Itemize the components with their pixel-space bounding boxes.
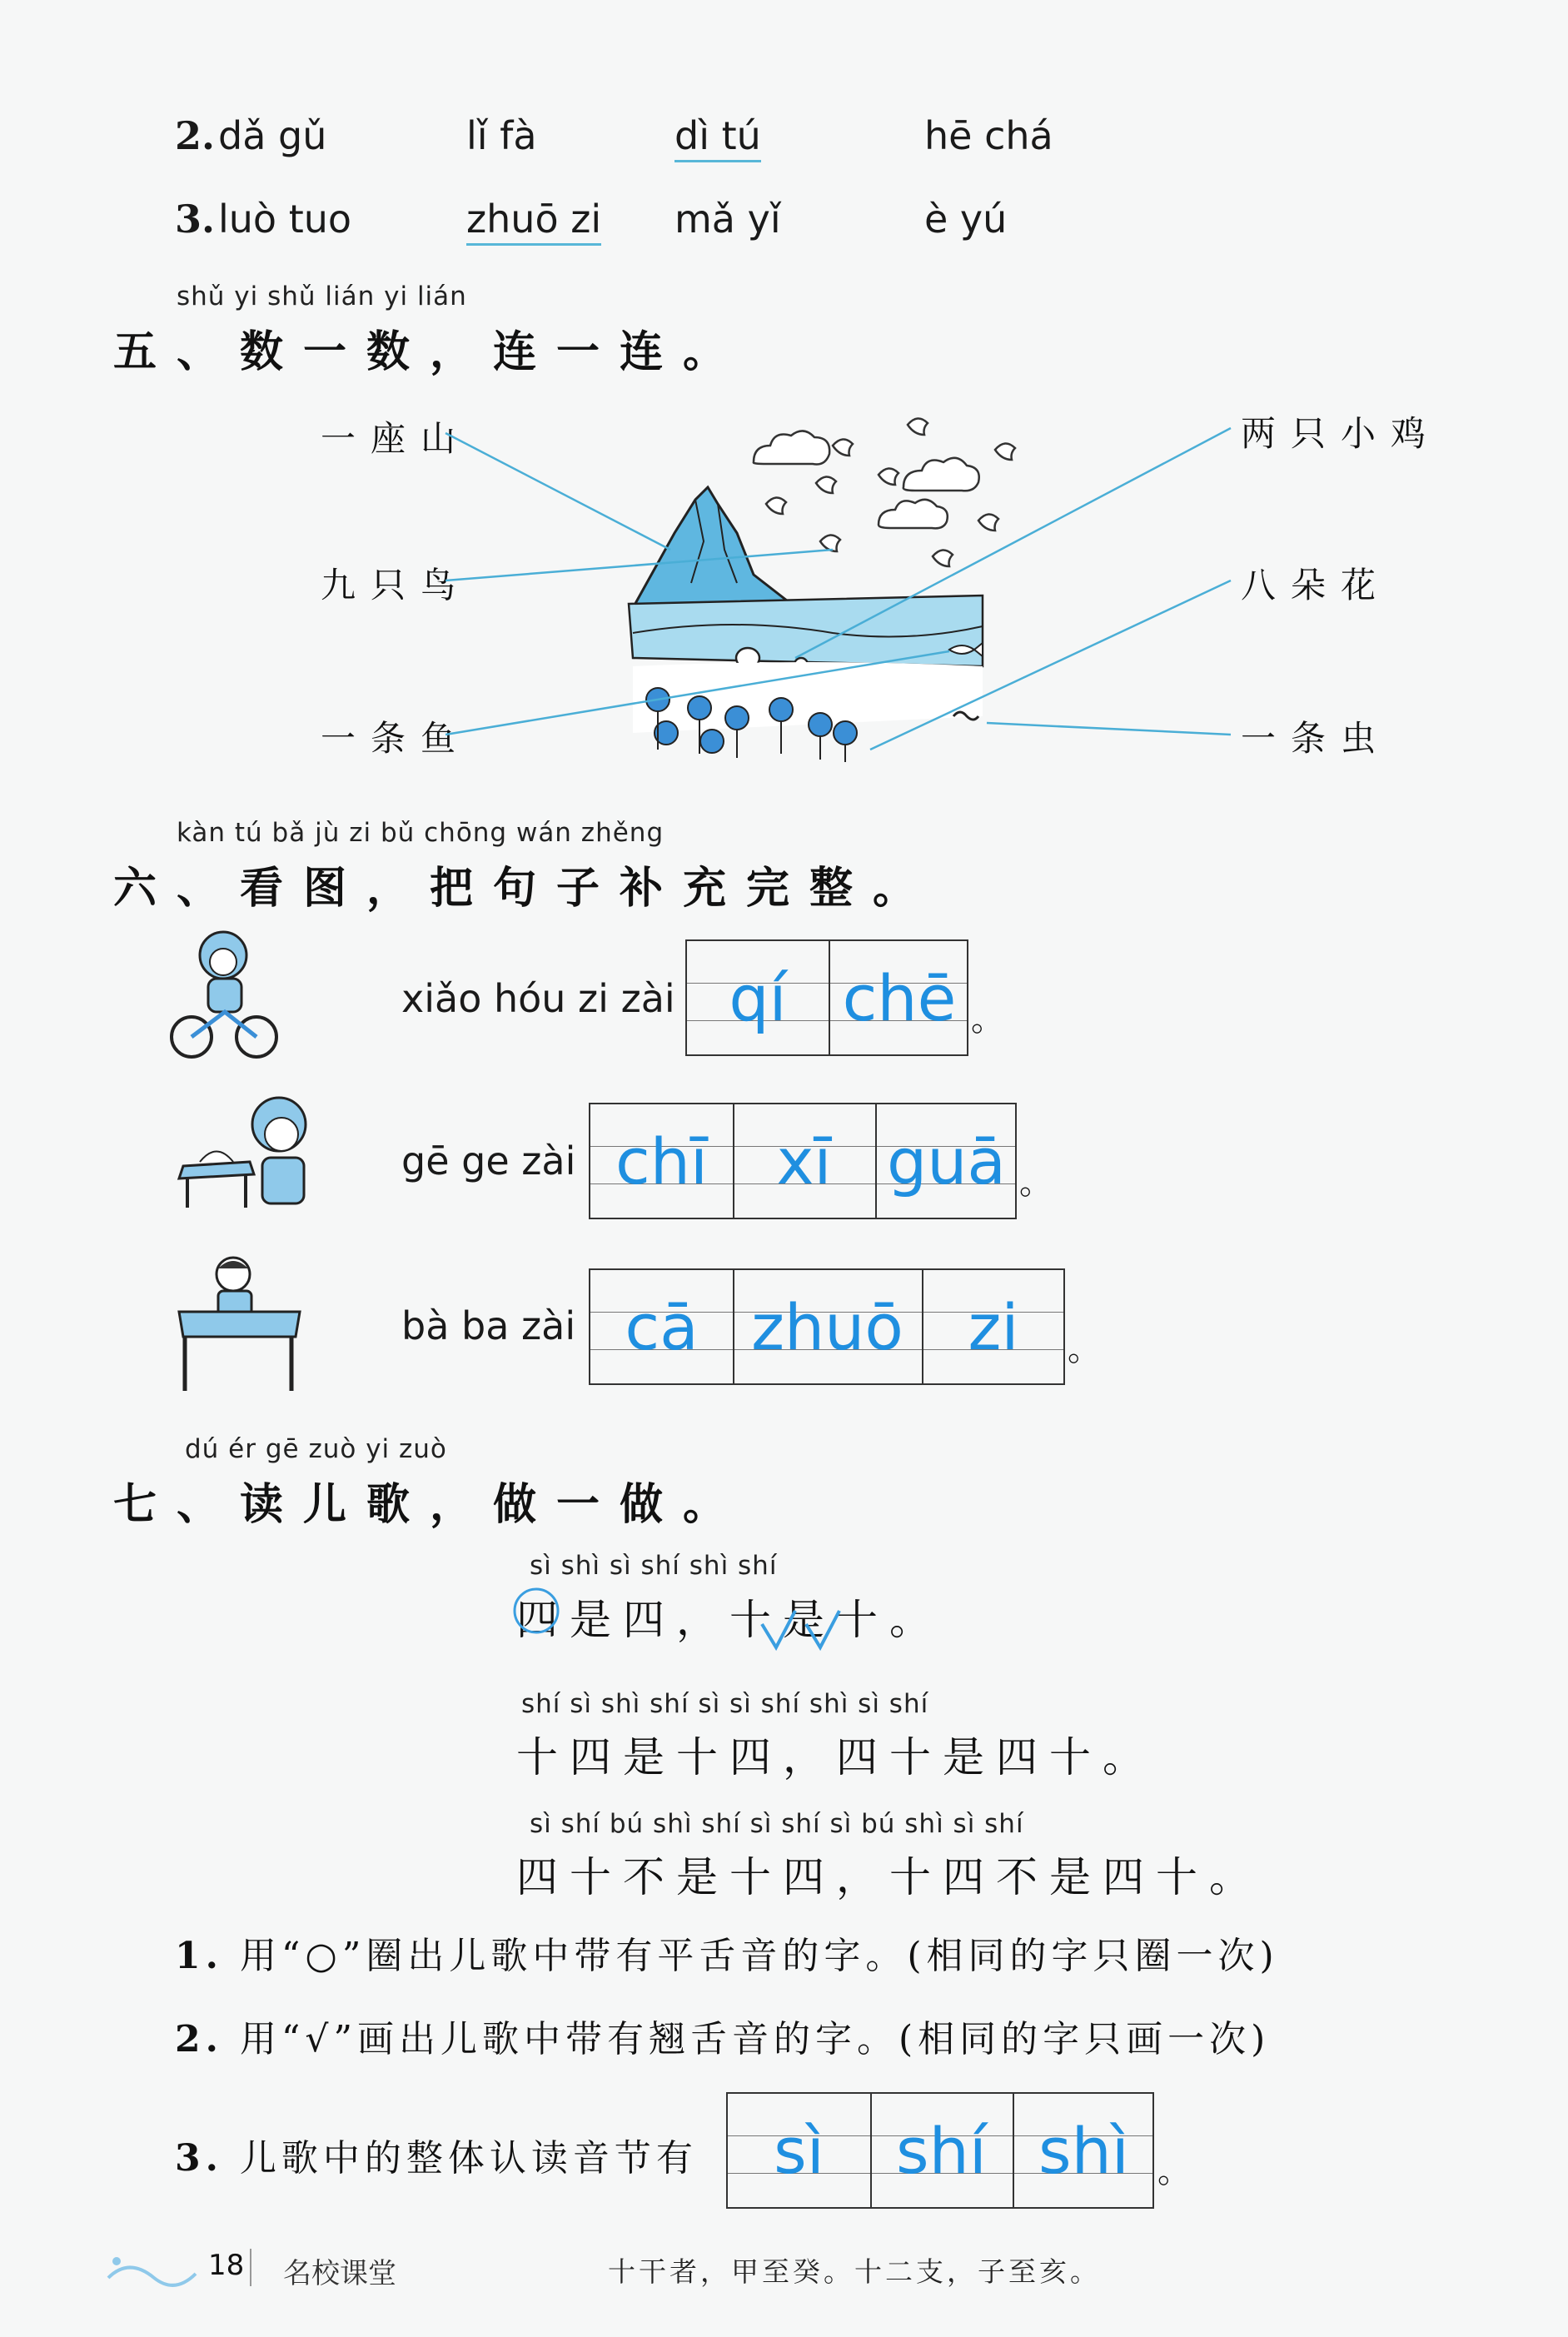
question-2: 2. 用“√”画出儿歌中带有翘舌音的字。(相同的字只画一次)	[175, 2018, 1271, 2060]
poem-line2-text: 十四是十四，四十是四十。	[516, 1733, 1156, 1781]
section5-pinyin: shǔ yi shǔ lián yi lián	[177, 282, 467, 311]
poem-line3-text: 四十不是十四，十四不是四十。	[516, 1853, 1262, 1901]
circle-mark-icon	[515, 1589, 558, 1632]
row3-item-1: luò tuo	[218, 197, 352, 242]
footer-divider	[250, 2249, 251, 2286]
poem-line1-pinyin: sì shì sì shí shì shí	[530, 1551, 778, 1581]
s6-row1-period: 。	[971, 1000, 1004, 1039]
brother-eating-illustration	[175, 1091, 325, 1216]
row2-item-1: dǎ gǔ	[218, 113, 327, 158]
cloud-icon	[754, 431, 979, 528]
label-nine-birds: 九只鸟	[321, 565, 471, 605]
check-mark-icon	[762, 1611, 795, 1647]
father-wiping-table-illustration	[175, 1253, 308, 1395]
page-number: 18	[208, 2249, 245, 2282]
monkey-bike-illustration	[167, 929, 283, 1062]
row3-item-2: zhuō zi	[466, 197, 601, 246]
q3-answer-grid	[726, 2092, 1154, 2209]
question-3: 3. 儿歌中的整体认读音节有	[175, 2137, 698, 2180]
footer-quote: 十干者，甲至癸。十二支，子至亥。	[608, 2255, 1101, 2288]
s6-row1-answer-2: chē	[842, 960, 957, 1035]
label-one-mountain: 一座山	[321, 418, 471, 459]
footer-series: 名校课堂	[283, 2257, 396, 2290]
s6-row1-prompt: xiǎo hóu zi zài	[401, 976, 675, 1021]
s6-row2-answer-grid	[589, 1103, 1017, 1219]
s6-row2-answer-3: guā	[887, 1124, 1006, 1198]
footer-decoration-icon	[100, 2240, 200, 2290]
q3-answer-3: shì	[1038, 2113, 1129, 2188]
section7-title: 七、读儿歌，做一做。	[113, 1479, 747, 1530]
section7-pinyin: dú ér gē zuò yi zuò	[185, 1434, 447, 1464]
s6-row3-answer-2: zhuō	[751, 1289, 903, 1364]
s6-row3-prompt: bà ba zài	[401, 1303, 576, 1348]
s6-row3-answer-3: zi	[968, 1289, 1019, 1364]
river-icon	[629, 595, 983, 666]
answer-marks	[508, 1582, 883, 1657]
s6-row1-answer-1: qí	[729, 960, 787, 1035]
question-1: 1. 用“○”圈出儿歌中带有平舌音的字。(相同的字只圈一次)	[175, 1935, 1279, 1977]
row2-item-3: dì tú	[674, 113, 761, 162]
label-eight-flowers: 八朵花	[1241, 565, 1391, 605]
label-two-chicks: 两只小鸡	[1241, 413, 1441, 454]
s6-row3-answer-1: cā	[625, 1289, 699, 1364]
label-one-worm: 一条虫	[1241, 718, 1391, 759]
s6-row1-answer-grid	[685, 939, 968, 1056]
row3-item-4: è yú	[924, 197, 1008, 242]
s6-row3-answer-grid	[589, 1268, 1065, 1385]
section6-pinyin: kàn tú bǎ jù zi bǔ chōng wán zhěng	[177, 818, 665, 848]
s6-row2-answer-1: chī	[615, 1124, 709, 1198]
poem-line2-pinyin: shí sì shì shí sì sì shí shì sì shí	[521, 1689, 929, 1719]
row2-number: 2.	[175, 113, 216, 158]
section5-scene	[0, 0, 1568, 833]
q3-answer-1: sì	[774, 2113, 824, 2188]
s6-row2-prompt: gē ge zài	[401, 1139, 576, 1183]
q3-period: 。	[1157, 2152, 1191, 2190]
poem-line3-pinyin: sì shí bú shì shí sì shí sì bú shì sì shí	[530, 1809, 1024, 1839]
row3-item-3: mǎ yǐ	[674, 197, 781, 242]
s6-row2-answer-2: xī	[776, 1124, 832, 1198]
check-mark-icon	[806, 1611, 839, 1647]
row2-item-4: hē chá	[924, 113, 1053, 158]
s6-row2-period: 。	[1019, 1164, 1053, 1202]
section6-title: 六、看图，把句子补充完整。	[113, 863, 937, 914]
section5-title: 五、数一数，连一连。	[113, 326, 747, 377]
poem-line1-text: 四是四，十是十。	[516, 1596, 943, 1644]
row2-item-2: lǐ fà	[466, 113, 537, 158]
s6-row3-period: 。	[1068, 1330, 1101, 1368]
label-one-fish: 一条鱼	[321, 718, 471, 759]
q3-answer-2: shí	[896, 2113, 987, 2188]
row3-number: 3.	[175, 197, 216, 242]
